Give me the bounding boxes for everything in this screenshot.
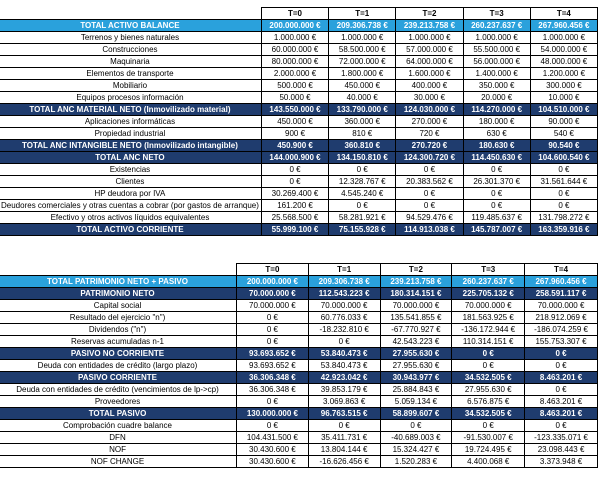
value-cell[interactable]: 0 € (463, 164, 530, 176)
column-header-t2[interactable]: T=2 (396, 8, 463, 20)
row-label-cell[interactable]: Deudores comerciales y otras cuentas a cobrar (por gastos de arranque) (0, 200, 261, 212)
value-cell[interactable]: 1.400.000 € (463, 68, 530, 80)
row-label-cell[interactable]: TOTAL ANC MATERIAL NETO (Inmovilizado material) (0, 104, 261, 116)
column-header-t2[interactable]: T=2 (380, 264, 452, 276)
value-cell[interactable]: 0 € (237, 420, 309, 432)
value-cell[interactable]: 3.373.948 € (525, 456, 598, 468)
value-cell[interactable]: 0 € (237, 324, 309, 336)
value-cell[interactable]: 30.269.400 € (261, 188, 328, 200)
value-cell[interactable]: 1.000.000 € (396, 32, 463, 44)
value-cell[interactable]: 72.000.000 € (329, 56, 396, 68)
value-cell[interactable]: 450.900 € (261, 140, 328, 152)
value-cell[interactable]: -136.172.944 € (452, 324, 525, 336)
table-row (0, 200, 598, 212)
value-cell[interactable]: 267.960.456 € (530, 20, 597, 32)
value-cell[interactable]: 0 € (452, 360, 525, 372)
row-label-cell[interactable]: PASIVO CORRIENTE (0, 372, 237, 384)
row-label-cell[interactable]: Mobiliario (0, 80, 261, 92)
column-header-t1[interactable]: T=1 (329, 8, 396, 20)
value-cell[interactable]: 0 € (329, 200, 396, 212)
value-cell[interactable]: 0 € (530, 188, 597, 200)
value-cell[interactable]: 180.000 € (463, 116, 530, 128)
table-row (0, 324, 598, 336)
table-row (0, 444, 598, 456)
value-cell[interactable]: 0 € (396, 200, 463, 212)
value-cell[interactable]: 114.913.038 € (396, 224, 463, 236)
value-cell[interactable]: 58.500.000 € (329, 44, 396, 56)
value-cell[interactable]: 36.306.348 € (237, 384, 309, 396)
value-cell[interactable]: 0 € (261, 164, 328, 176)
value-cell[interactable]: 267.960.456 € (525, 276, 598, 288)
value-cell[interactable]: 70.000.000 € (452, 300, 525, 312)
table-row (0, 68, 598, 80)
table-row (0, 176, 598, 188)
value-cell[interactable]: 48.000.000 € (530, 56, 597, 68)
value-cell[interactable]: 64.000.000 € (396, 56, 463, 68)
value-cell[interactable]: 55.500.000 € (463, 44, 530, 56)
row-label-cell[interactable]: Deuda con entidades de crédito (largo plazo) (0, 360, 237, 372)
table-row (0, 276, 598, 288)
column-header-t1[interactable]: T=1 (308, 264, 380, 276)
value-cell[interactable]: 144.000.900 € (261, 152, 328, 164)
value-cell[interactable]: 400.000 € (396, 80, 463, 92)
row-label-cell[interactable]: Elementos de transporte (0, 68, 261, 80)
value-cell[interactable]: 2.000.000 € (261, 68, 328, 80)
value-cell[interactable]: 900 € (261, 128, 328, 140)
row-label-cell[interactable]: TOTAL ANC INTANGIBLE NETO (Inmovilizado intangible) (0, 140, 261, 152)
value-cell[interactable]: 114.450.630 € (463, 152, 530, 164)
table-row (0, 104, 598, 116)
value-cell[interactable]: 0 € (396, 188, 463, 200)
value-cell[interactable]: 90.540 € (530, 140, 597, 152)
row-label-cell[interactable]: TOTAL ANC NETO (0, 152, 261, 164)
value-cell[interactable]: 163.359.916 € (530, 224, 597, 236)
table-row (0, 116, 598, 128)
value-cell[interactable]: 5.059.134 € (380, 396, 452, 408)
row-label-cell[interactable]: Construcciones (0, 44, 261, 56)
value-cell[interactable]: 218.912.069 € (525, 312, 598, 324)
value-cell[interactable]: 1.000.000 € (463, 32, 530, 44)
value-cell[interactable]: 27.955.630 € (452, 384, 525, 396)
table-row (0, 420, 598, 432)
value-cell[interactable]: -123.335.071 € (525, 432, 598, 444)
table-row (0, 188, 598, 200)
value-cell[interactable]: 360.000 € (329, 116, 396, 128)
value-cell[interactable]: 30.430.600 € (237, 456, 309, 468)
table-row (0, 80, 598, 92)
row-label-cell[interactable]: Dividendos ("n") (0, 324, 237, 336)
row-label-cell[interactable]: DFN (0, 432, 237, 444)
table-row (0, 128, 598, 140)
value-cell[interactable]: 27.955.630 € (380, 360, 452, 372)
value-cell[interactable]: 50.000 € (261, 92, 328, 104)
value-cell[interactable]: 39.853.179 € (308, 384, 380, 396)
value-cell[interactable]: 4.545.240 € (329, 188, 396, 200)
value-cell[interactable]: 143.550.000 € (261, 104, 328, 116)
value-cell[interactable]: 1.800.000 € (329, 68, 396, 80)
column-header-row (0, 8, 598, 20)
value-cell[interactable]: 0 € (525, 420, 598, 432)
value-cell[interactable]: 200.000.000 € (237, 276, 309, 288)
value-cell[interactable]: 23.098.443 € (525, 444, 598, 456)
value-cell[interactable]: 1.000.000 € (329, 32, 396, 44)
table-row (0, 140, 598, 152)
value-cell[interactable]: 131.798.272 € (530, 212, 597, 224)
value-cell[interactable]: 0 € (308, 420, 380, 432)
value-cell[interactable]: 209.306.738 € (308, 276, 380, 288)
value-cell[interactable]: 0 € (463, 200, 530, 212)
value-cell[interactable]: 0 € (329, 164, 396, 176)
value-cell[interactable]: 350.000 € (463, 80, 530, 92)
value-cell[interactable]: 96.763.515 € (308, 408, 380, 420)
table-row (0, 408, 598, 420)
column-header-t0[interactable]: T=0 (261, 8, 328, 20)
value-cell[interactable]: 270.000 € (396, 116, 463, 128)
row-label-cell[interactable]: Equipos procesos información (0, 92, 261, 104)
value-cell[interactable]: 200.000.000 € (261, 20, 328, 32)
row-label-cell[interactable]: Existencias (0, 164, 261, 176)
value-cell[interactable]: 93.693.652 € (237, 348, 309, 360)
value-cell[interactable]: 630 € (463, 128, 530, 140)
value-cell[interactable]: -16.626.456 € (308, 456, 380, 468)
value-cell[interactable]: 58.899.607 € (380, 408, 452, 420)
value-cell[interactable]: 53.840.473 € (308, 360, 380, 372)
value-cell[interactable]: 31.561.644 € (530, 176, 597, 188)
value-cell[interactable]: 104.431.500 € (237, 432, 309, 444)
value-cell[interactable]: 112.543.223 € (308, 288, 380, 300)
value-cell[interactable]: 26.301.370 € (463, 176, 530, 188)
value-cell[interactable]: 135.541.855 € (380, 312, 452, 324)
row-label-cell[interactable]: Maquinaria (0, 56, 261, 68)
value-cell[interactable]: 35.411.731 € (308, 432, 380, 444)
balance-asset-table (0, 7, 598, 236)
value-cell[interactable]: 70.000.000 € (308, 300, 380, 312)
value-cell[interactable]: 209.306.738 € (329, 20, 396, 32)
table-row (0, 372, 598, 384)
row-label-cell[interactable]: Proveedores (0, 396, 237, 408)
table-row (0, 152, 598, 164)
value-cell[interactable]: 0 € (237, 336, 309, 348)
value-cell[interactable]: 239.213.758 € (396, 20, 463, 32)
table-row (0, 360, 598, 372)
value-cell[interactable]: -18.232.810 € (308, 324, 380, 336)
value-cell[interactable]: 1.520.283 € (380, 456, 452, 468)
row-label-cell[interactable]: TOTAL ACTIVO CORRIENTE (0, 224, 261, 236)
table-row (0, 164, 598, 176)
value-cell[interactable]: 104.510.000 € (530, 104, 597, 116)
corner-cell (0, 8, 261, 20)
value-cell[interactable]: 70.000.000 € (525, 300, 598, 312)
table-row (0, 212, 598, 224)
table-row (0, 312, 598, 324)
table-row (0, 396, 598, 408)
value-cell[interactable]: 1.000.000 € (261, 32, 328, 44)
table-row (0, 288, 598, 300)
value-cell[interactable]: 12.328.767 € (329, 176, 396, 188)
row-label-cell[interactable]: Clientes (0, 176, 261, 188)
value-cell[interactable]: 0 € (380, 420, 452, 432)
row-label-cell[interactable]: Propiedad industrial (0, 128, 261, 140)
row-label-cell[interactable]: NOF (0, 444, 237, 456)
value-cell[interactable]: 75.155.928 € (329, 224, 396, 236)
row-label-cell[interactable]: Terrenos y bienes naturales (0, 32, 261, 44)
value-cell[interactable]: 0 € (530, 164, 597, 176)
value-cell[interactable]: 181.563.925 € (452, 312, 525, 324)
value-cell[interactable]: 25.884.843 € (380, 384, 452, 396)
value-cell[interactable]: 0 € (525, 384, 598, 396)
table-row (0, 20, 598, 32)
value-cell[interactable]: 114.270.000 € (463, 104, 530, 116)
column-header-t4[interactable]: T=4 (530, 8, 597, 20)
value-cell[interactable]: 134.150.810 € (329, 152, 396, 164)
equity-liability-table (0, 263, 598, 468)
value-cell[interactable]: 36.306.348 € (237, 372, 309, 384)
value-cell[interactable]: 0 € (530, 200, 597, 212)
value-cell[interactable]: 57.000.000 € (396, 44, 463, 56)
value-cell[interactable]: 0 € (261, 176, 328, 188)
table-row (0, 384, 598, 396)
row-label-cell[interactable]: Aplicaciones informáticas (0, 116, 261, 128)
value-cell[interactable]: 54.000.000 € (530, 44, 597, 56)
table-row (0, 336, 598, 348)
value-cell[interactable]: 40.000 € (329, 92, 396, 104)
value-cell[interactable]: -67.770.927 € (380, 324, 452, 336)
value-cell[interactable]: 239.213.758 € (380, 276, 452, 288)
value-cell[interactable]: 130.000.000 € (237, 408, 309, 420)
value-cell[interactable]: 1.600.000 € (396, 68, 463, 80)
value-cell[interactable]: 0 € (396, 164, 463, 176)
value-cell[interactable]: 70.000.000 € (237, 300, 309, 312)
value-cell[interactable]: 8.463.201 € (525, 396, 598, 408)
column-header-t4[interactable]: T=4 (525, 264, 598, 276)
value-cell[interactable]: 19.724.495 € (452, 444, 525, 456)
value-cell[interactable]: 94.529.476 € (396, 212, 463, 224)
value-cell[interactable]: 0 € (463, 188, 530, 200)
table-row (0, 456, 598, 468)
value-cell[interactable]: 80.000.000 € (261, 56, 328, 68)
value-cell[interactable]: 720 € (396, 128, 463, 140)
value-cell[interactable]: 6.576.875 € (452, 396, 525, 408)
row-label-cell[interactable]: Comprobación cuadre balance (0, 420, 237, 432)
row-label-cell[interactable]: NOF CHANGE (0, 456, 237, 468)
value-cell[interactable]: 27.955.630 € (380, 348, 452, 360)
table-row (0, 92, 598, 104)
value-cell[interactable]: 260.237.637 € (452, 276, 525, 288)
value-cell[interactable]: 20.000 € (463, 92, 530, 104)
value-cell[interactable]: 70.000.000 € (380, 300, 452, 312)
value-cell[interactable]: 124.030.000 € (396, 104, 463, 116)
value-cell[interactable]: 58.281.921 € (329, 212, 396, 224)
value-cell[interactable]: 0 € (525, 360, 598, 372)
value-cell[interactable]: 500.000 € (261, 80, 328, 92)
value-cell[interactable]: 8.463.201 € (525, 408, 598, 420)
value-cell[interactable]: 90.000 € (530, 116, 597, 128)
value-cell[interactable]: 34.532.505 € (452, 372, 525, 384)
value-cell[interactable]: 0 € (525, 348, 598, 360)
value-cell[interactable]: 1.200.000 € (530, 68, 597, 80)
value-cell[interactable]: 133.790.000 € (329, 104, 396, 116)
value-cell[interactable]: 225.705.132 € (452, 288, 525, 300)
value-cell[interactable]: 270.720 € (396, 140, 463, 152)
value-cell[interactable]: 4.400.068 € (452, 456, 525, 468)
table-row (0, 44, 598, 56)
column-header-t0[interactable]: T=0 (237, 264, 309, 276)
value-cell[interactable]: 161.200 € (261, 200, 328, 212)
value-cell[interactable]: 25.568.500 € (261, 212, 328, 224)
value-cell[interactable]: 34.532.505 € (452, 408, 525, 420)
value-cell[interactable]: 8.463.201 € (525, 372, 598, 384)
value-cell[interactable]: 155.753.307 € (525, 336, 598, 348)
value-cell[interactable]: 42.923.042 € (308, 372, 380, 384)
row-label-cell[interactable]: TOTAL ACTIVO BALANCE (0, 20, 261, 32)
value-cell[interactable]: 258.591.117 € (525, 288, 598, 300)
value-cell[interactable]: 60.776.033 € (308, 312, 380, 324)
row-label-cell[interactable]: TOTAL PATRIMONIO NETO + PASIVO (0, 276, 237, 288)
value-cell[interactable]: 119.485.637 € (463, 212, 530, 224)
row-label-cell[interactable]: PATRIMONIO NETO (0, 288, 237, 300)
value-cell[interactable]: 0 € (308, 336, 380, 348)
value-cell[interactable]: 30.943.977 € (380, 372, 452, 384)
value-cell[interactable]: 260.237.637 € (463, 20, 530, 32)
row-label-cell[interactable]: Resultado del ejercicio "n") (0, 312, 237, 324)
value-cell[interactable]: 60.000.000 € (261, 44, 328, 56)
column-header-t3[interactable]: T=3 (463, 8, 530, 20)
table-row (0, 224, 598, 236)
row-label-cell[interactable]: Deuda con entidades de crédito (vencimientos de lp->cp) (0, 384, 237, 396)
table-row (0, 300, 598, 312)
row-label-cell[interactable]: HP deudora por IVA (0, 188, 261, 200)
value-cell[interactable]: 300.000 € (530, 80, 597, 92)
table-row (0, 432, 598, 444)
value-cell[interactable]: 93.693.652 € (237, 360, 309, 372)
row-label-cell[interactable]: TOTAL PASIVO (0, 408, 237, 420)
value-cell[interactable]: -186.074.259 € (525, 324, 598, 336)
value-cell[interactable]: 540 € (530, 128, 597, 140)
value-cell[interactable]: 450.000 € (329, 80, 396, 92)
row-label-cell[interactable]: Capital social (0, 300, 237, 312)
value-cell[interactable]: 145.787.007 € (463, 224, 530, 236)
value-cell[interactable]: 104.600.540 € (530, 152, 597, 164)
row-label-cell[interactable]: PASIVO NO CORRIENTE (0, 348, 237, 360)
value-cell[interactable]: 1.000.000 € (530, 32, 597, 44)
value-cell[interactable]: 124.300.720 € (396, 152, 463, 164)
value-cell[interactable]: 30.430.600 € (237, 444, 309, 456)
value-cell[interactable]: 180.314.151 € (380, 288, 452, 300)
column-header-t3[interactable]: T=3 (452, 264, 525, 276)
table-row (0, 348, 598, 360)
table-row (0, 56, 598, 68)
table-row (0, 32, 598, 44)
value-cell[interactable]: 20.383.562 € (396, 176, 463, 188)
value-cell[interactable]: 55.999.100 € (261, 224, 328, 236)
value-cell[interactable]: 56.000.000 € (463, 56, 530, 68)
value-cell[interactable]: 360.810 € (329, 140, 396, 152)
value-cell[interactable]: 110.314.151 € (452, 336, 525, 348)
value-cell[interactable]: -91.530.007 € (452, 432, 525, 444)
value-cell[interactable]: 3.069.863 € (308, 396, 380, 408)
value-cell[interactable]: -40.689.003 € (380, 432, 452, 444)
value-cell[interactable]: 10.000 € (530, 92, 597, 104)
value-cell[interactable]: 0 € (452, 348, 525, 360)
value-cell[interactable]: 0 € (452, 420, 525, 432)
value-cell[interactable]: 53.840.473 € (308, 348, 380, 360)
row-label-cell[interactable]: Reservas acumuladas n-1 (0, 336, 237, 348)
value-cell[interactable]: 0 € (237, 312, 309, 324)
value-cell[interactable]: 450.000 € (261, 116, 328, 128)
value-cell[interactable]: 30.000 € (396, 92, 463, 104)
value-cell[interactable]: 70.000.000 € (237, 288, 309, 300)
value-cell[interactable]: 810 € (329, 128, 396, 140)
value-cell[interactable]: 15.324.427 € (380, 444, 452, 456)
column-header-row (0, 264, 598, 276)
value-cell[interactable]: 0 € (237, 396, 309, 408)
corner-cell (0, 264, 237, 276)
value-cell[interactable]: 13.804.144 € (308, 444, 380, 456)
value-cell[interactable]: 42.543.223 € (380, 336, 452, 348)
row-label-cell[interactable]: Efectivo y otros activos líquidos equivalentes (0, 212, 261, 224)
value-cell[interactable]: 180.630 € (463, 140, 530, 152)
